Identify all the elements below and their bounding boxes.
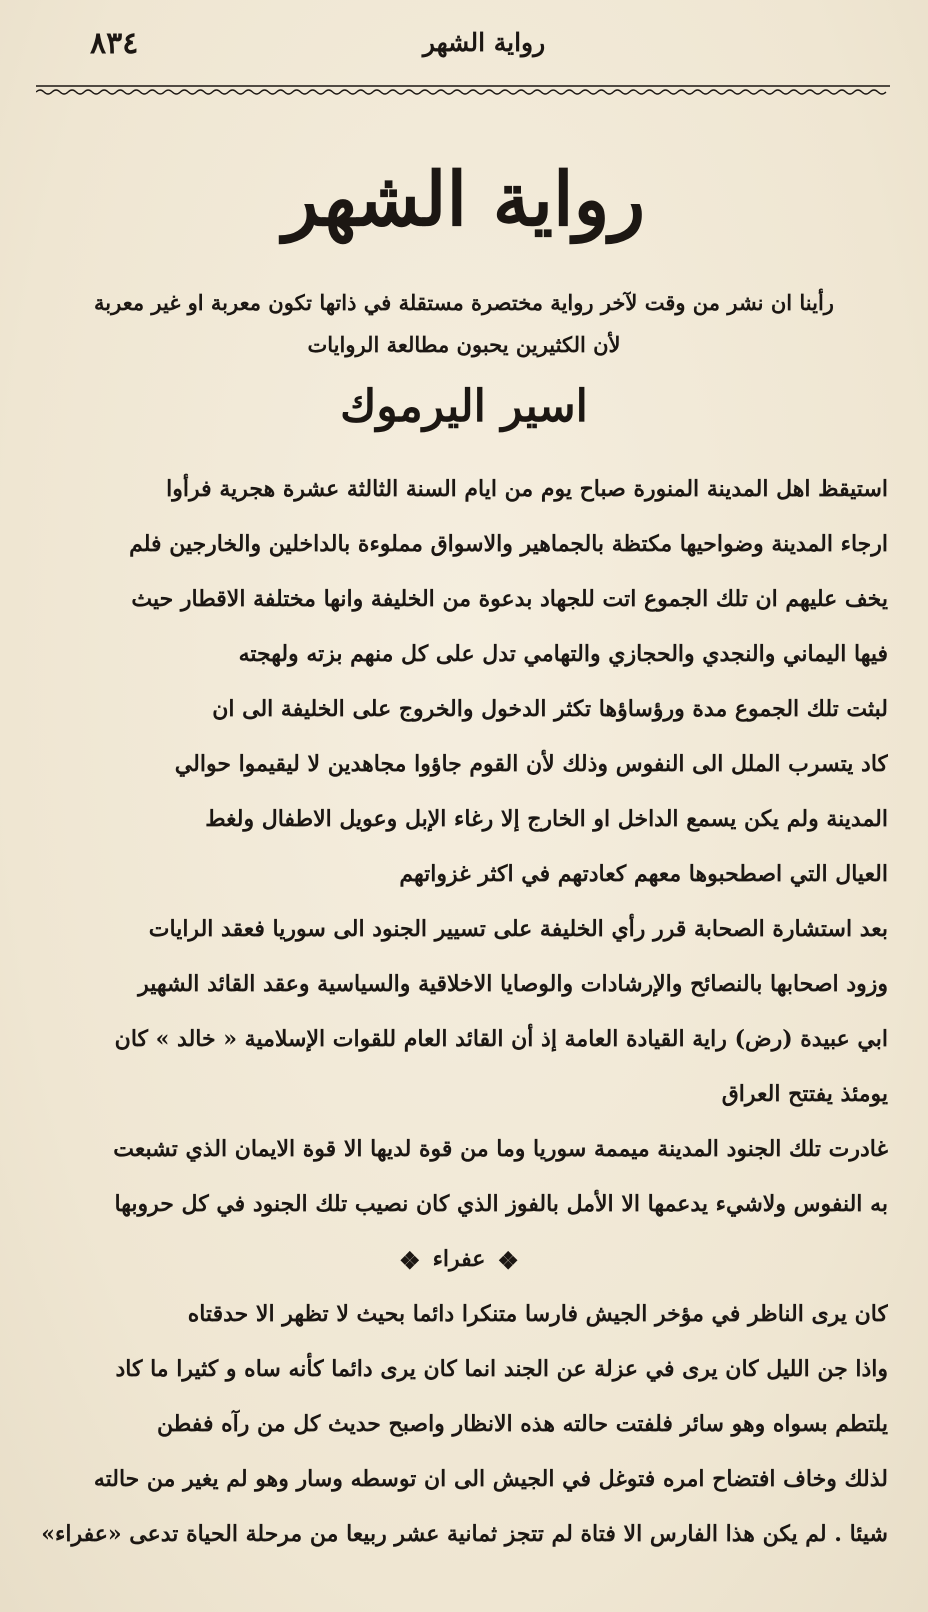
text-line: لذلك وخاف افتضاح امره فتوغل في الجيش الى ان توسطه وسار وهو لم يغير من حالته xyxy=(93,1466,888,1492)
text-line: لبثت تلك الجموع مدة ورؤساؤها تكثر الدخول والخروج على الخليفة الى ان xyxy=(212,696,888,722)
text-line: يومئذ يفتتح العراق xyxy=(721,1081,888,1107)
text-line: ارجاء المدينة وضواحيها مكتظة بالجماهير والاسواق مملوءة بالداخلين والخارجين فلم xyxy=(129,531,888,557)
text-line: كان يرى الناظر في مؤخر الجيش فارسا متنكرا دائما بحيث لا تظهر الا حدقتاه xyxy=(187,1301,888,1327)
text-line: يلتطم بسواه وهو سائر فلفتت حالته هذه الانظار واصبح حديث كل من رآه ففطن xyxy=(157,1411,888,1437)
ornament-icon: ❖ xyxy=(399,1245,421,1275)
text-line: المدينة ولم يكن يسمع الداخل او الخارج إلا رغاء الإبل وعويل الاطفال ولغط xyxy=(205,806,888,832)
text-line: شيئا . لم يكن هذا الفارس الا فتاة لم تتجز ثمانية عشر ربيعا من مرحلة الحياة تدعى «عفراء» xyxy=(41,1521,888,1547)
text-line: يخف عليهم ان تلك الجموع اتت للجهاد بدعوة من الخليفة وانها مختلفة الاقطار حيث xyxy=(131,586,888,612)
text-line: بعد استشارة الصحابة قرر رأي الخليفة على تسيير الجنود الى سوريا فعقد الرايات xyxy=(148,916,888,942)
ornament-icon: ❖ xyxy=(497,1245,519,1275)
page-header xyxy=(40,22,888,72)
text-line: وزود اصحابها بالنصائح والإرشادات والوصايا الاخلاقية والسياسية وعقد القائد الشهير xyxy=(138,971,888,997)
section-heading xyxy=(30,1232,888,1287)
wavy-header-rule xyxy=(36,84,890,96)
text-line: استيقظ اهل المدينة المنورة صباح يوم من ايام السنة الثالثة عشرة هجرية فرأوا xyxy=(166,476,888,502)
story-body xyxy=(30,462,888,1562)
intro-line: لأن الكثيرين يحبون مطالعة الروايات xyxy=(307,332,621,357)
paragraph xyxy=(30,1287,888,1562)
running-head: رواية الشهر xyxy=(422,28,546,57)
story-title: اسير اليرموك xyxy=(340,381,588,432)
intro-line: رأينا ان نشر من وقت لآخر رواية مختصرة مستقلة في ذاتها تكون معربة او غير معربة xyxy=(94,290,834,315)
section-heading-label: عفراء xyxy=(432,1246,486,1272)
page-number: ٨٣٤ xyxy=(90,26,139,61)
paragraph xyxy=(30,682,888,902)
text-line: به النفوس ولاشيء يدعمها الا الأمل بالفوز الذي كان نصيب تلك الجنود في كل حروبها xyxy=(114,1191,888,1217)
paragraph xyxy=(30,462,888,682)
paragraph xyxy=(30,1122,888,1232)
masthead-title: رواية الشهر xyxy=(282,157,646,243)
paragraph xyxy=(30,902,888,1122)
text-line: فيها اليماني والنجدي والحجازي والتهامي تدل على كل منهم بزته ولهجته xyxy=(238,641,888,667)
editorial-intro xyxy=(40,282,888,366)
text-line: العيال التي اصطحبوها معهم كعادتهم في اكثر غزواتهم xyxy=(399,861,888,887)
text-line: غادرت تلك الجنود المدينة ميممة سوريا وما من قوة لديها الا قوة الايمان الذي تشبعت xyxy=(113,1136,888,1162)
text-line: كاد يتسرب الملل الى النفوس وذلك لأن القوم جاؤوا مجاهدين لا ليقيموا حوالي xyxy=(174,751,888,777)
text-line: ابي عبيدة (رض) راية القيادة العامة إذ أن القائد العام للقوات الإسلامية « خالد » كان xyxy=(114,1026,888,1052)
text-line: واذا جن الليل كان يرى في عزلة عن الجند انما كان يرى دائما كأنه ساه و كثيرا ما كاد xyxy=(115,1356,888,1382)
